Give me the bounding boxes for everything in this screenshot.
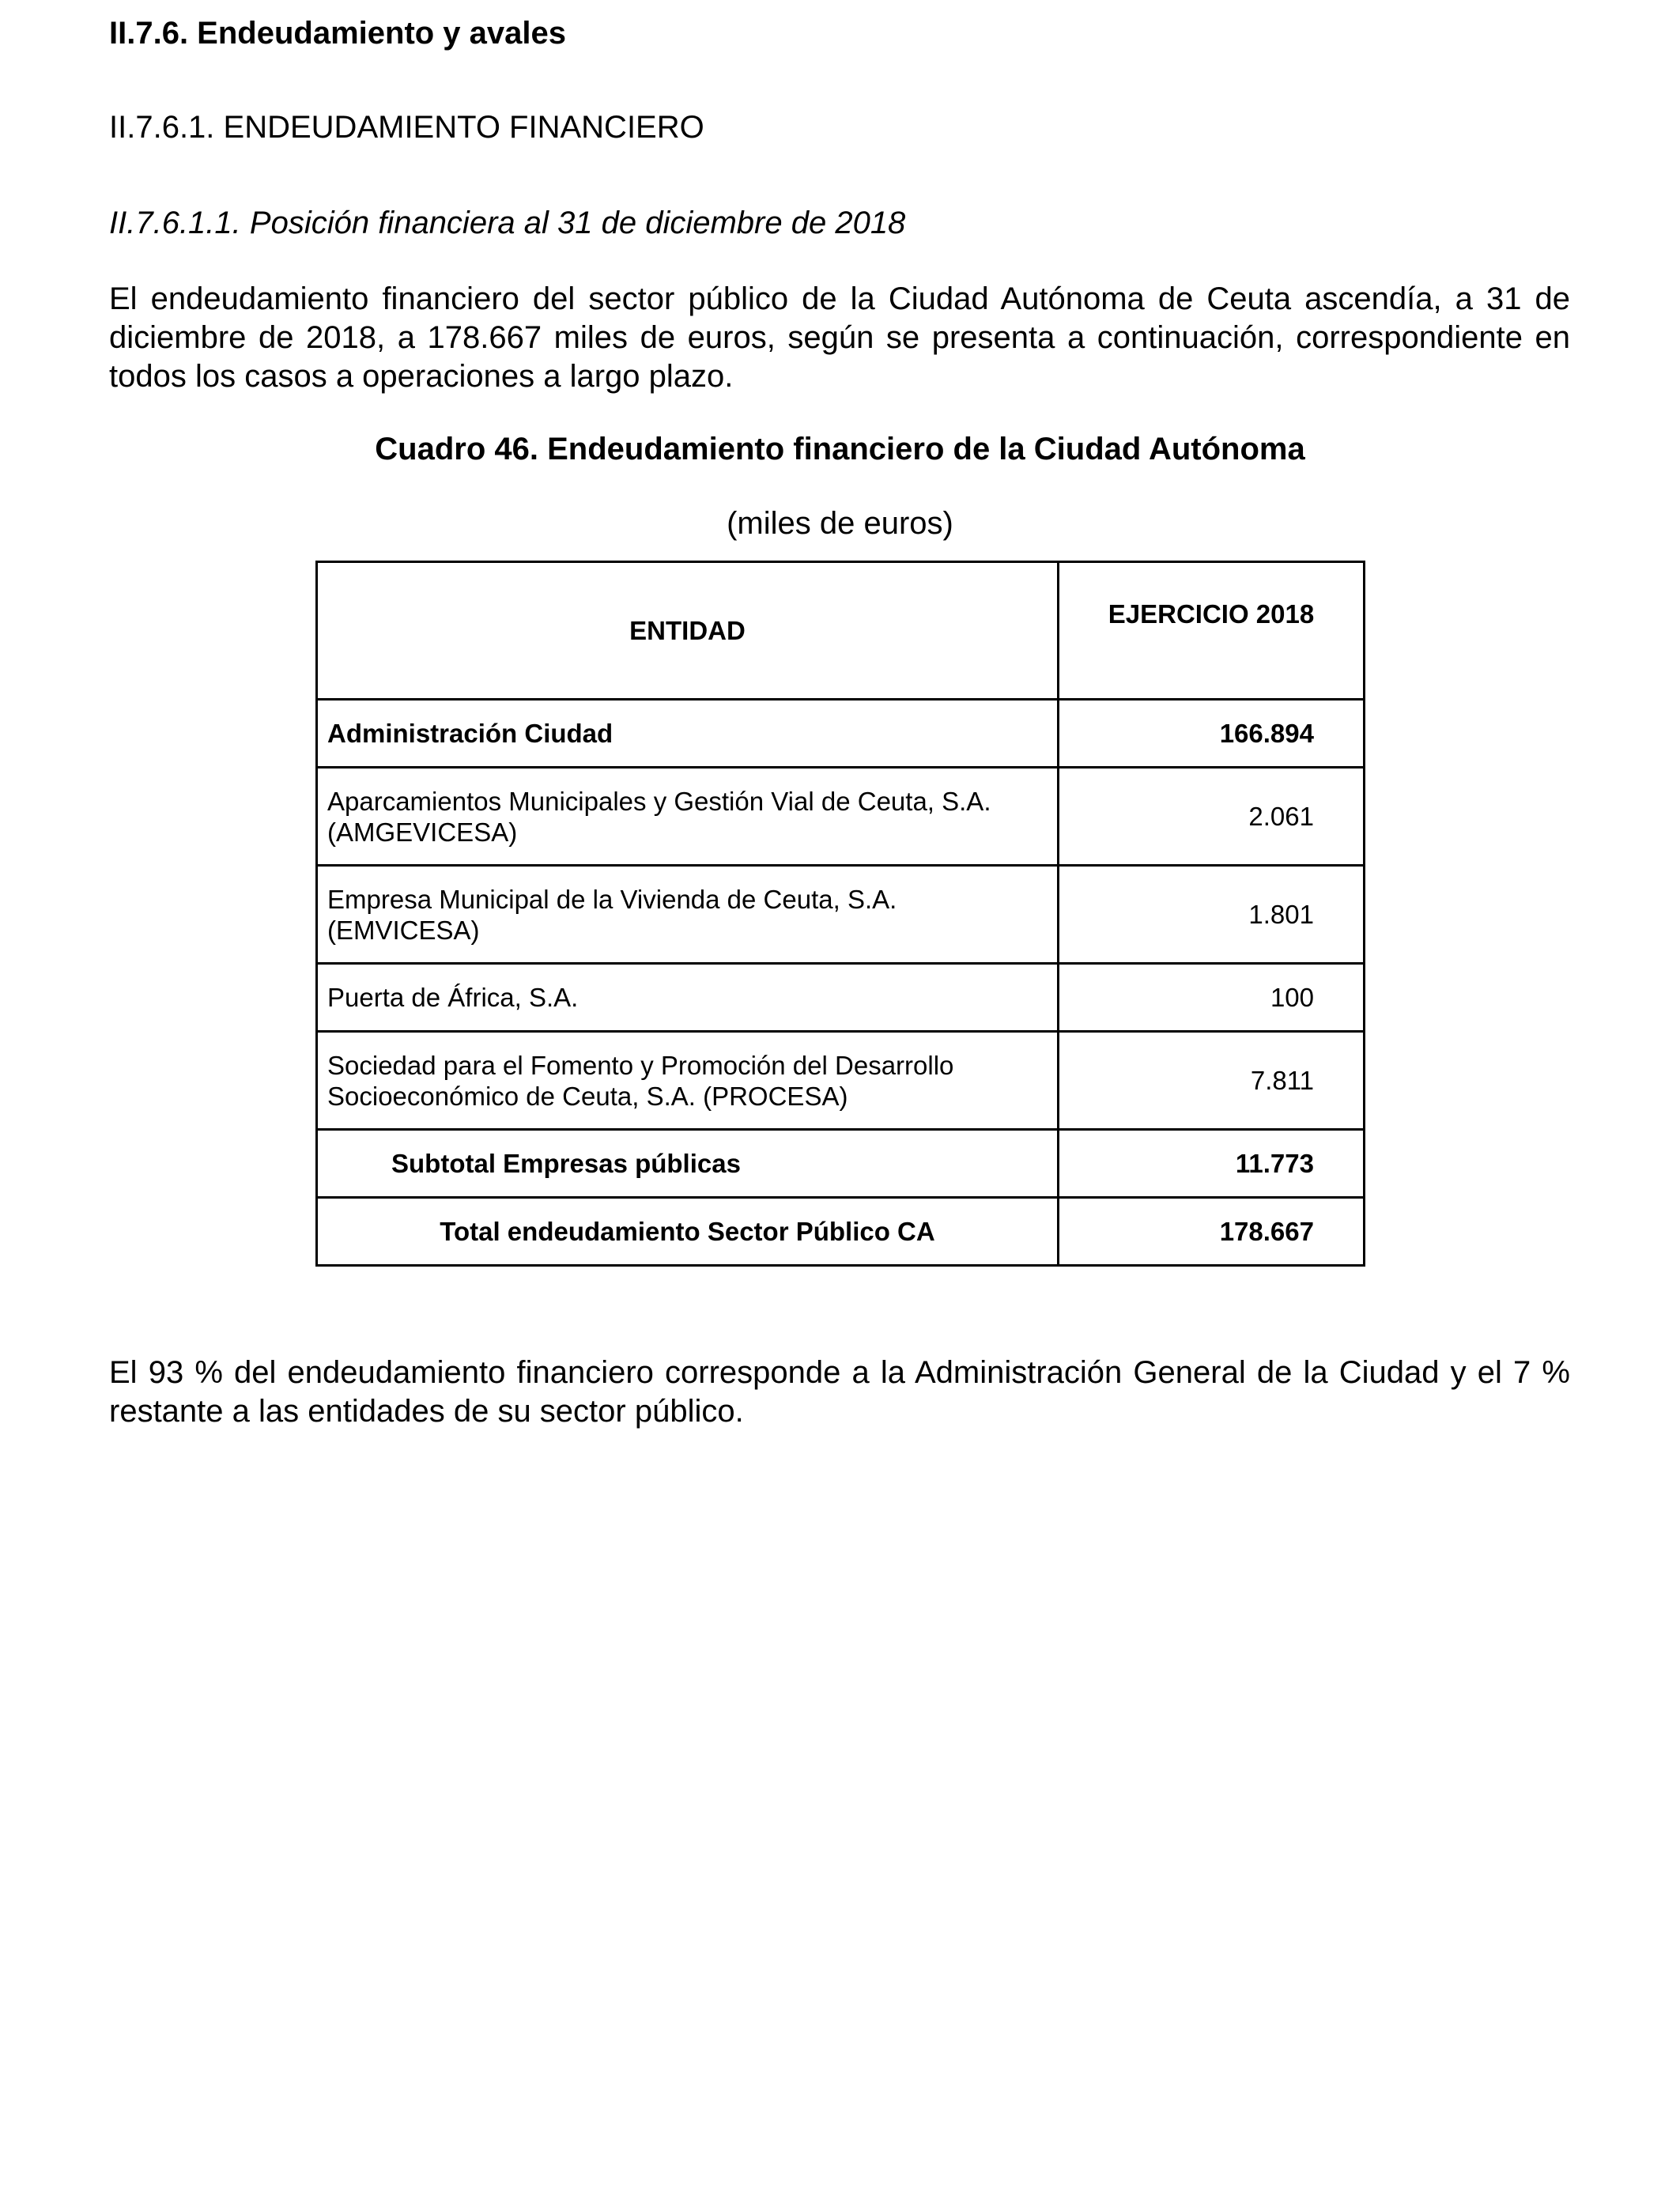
subsubsection-heading: II.7.6.1.1. Posición financiera al 31 de diciembre de 2018 [109, 206, 906, 240]
table-row [317, 700, 1365, 768]
row-entity-line: Socioeconómico de Ceuta, S.A. (PROCESA) [327, 1081, 848, 1111]
subsection-heading: II.7.6.1. ENDEUDAMIENTO FINANCIERO [109, 110, 704, 145]
table-row [317, 964, 1365, 1032]
table-row [317, 866, 1365, 964]
row-entity: Administración Ciudad [317, 700, 1059, 768]
row-entity-line: Empresa Municipal de la Vivienda de Ceuta, S.A. [327, 884, 897, 914]
total-label: Total endeudamiento Sector Público CA [317, 1198, 1059, 1266]
row-amount: 2.061 [1059, 768, 1365, 866]
table-header-row [317, 562, 1365, 700]
row-amount: 100 [1059, 964, 1365, 1032]
row-entity-line: Sociedad para el Fomento y Promoción del Desarrollo [327, 1050, 954, 1080]
row-entity-line: (EMVICESA) [327, 915, 480, 945]
intro-paragraph: El endeudamiento financiero del sector público de la Ciudad Autónoma de Ceuta ascendía, a 31 de diciembre de 2018, a 178.667 miles de euros, según se presenta a continuación, correspondiente en todos los casos a operaciones a largo plazo. [109, 281, 1570, 394]
row-entity [317, 1032, 1059, 1130]
row-entity-line: Aparcamientos Municipales y Gestión Vial de Ceuta, S.A. [327, 786, 991, 816]
total-row [317, 1198, 1365, 1266]
table-units: (miles de euros) [727, 506, 953, 541]
subtotal-label: Subtotal Empresas públicas [317, 1130, 1059, 1198]
row-entity: Puerta de África, S.A. [317, 964, 1059, 1032]
row-entity-line: (AMGEVICESA) [327, 817, 518, 847]
total-amount: 178.667 [1059, 1198, 1365, 1266]
row-amount: 1.801 [1059, 866, 1365, 964]
subtotal-amount: 11.773 [1059, 1130, 1365, 1198]
table-row [317, 768, 1365, 866]
header-year: EJERCICIO 2018 [1059, 562, 1365, 700]
table-title: Cuadro 46. Endeudamiento financiero de la Ciudad Autónoma [375, 432, 1305, 466]
conclusion-paragraph: El 93 % del endeudamiento financiero corresponde a la Administración General de la Ciudad y el 7 % restante a las entidades de su sector público. [109, 1355, 1570, 1429]
section-heading: II.7.6. Endeudamiento y avales [109, 16, 567, 51]
row-entity [317, 866, 1059, 964]
row-amount: 7.811 [1059, 1032, 1365, 1130]
debt-table [315, 561, 1365, 1267]
subtotal-row [317, 1130, 1365, 1198]
table-row [317, 1032, 1365, 1130]
row-entity [317, 768, 1059, 866]
header-entity: ENTIDAD [317, 562, 1059, 700]
row-amount: 166.894 [1059, 700, 1365, 768]
